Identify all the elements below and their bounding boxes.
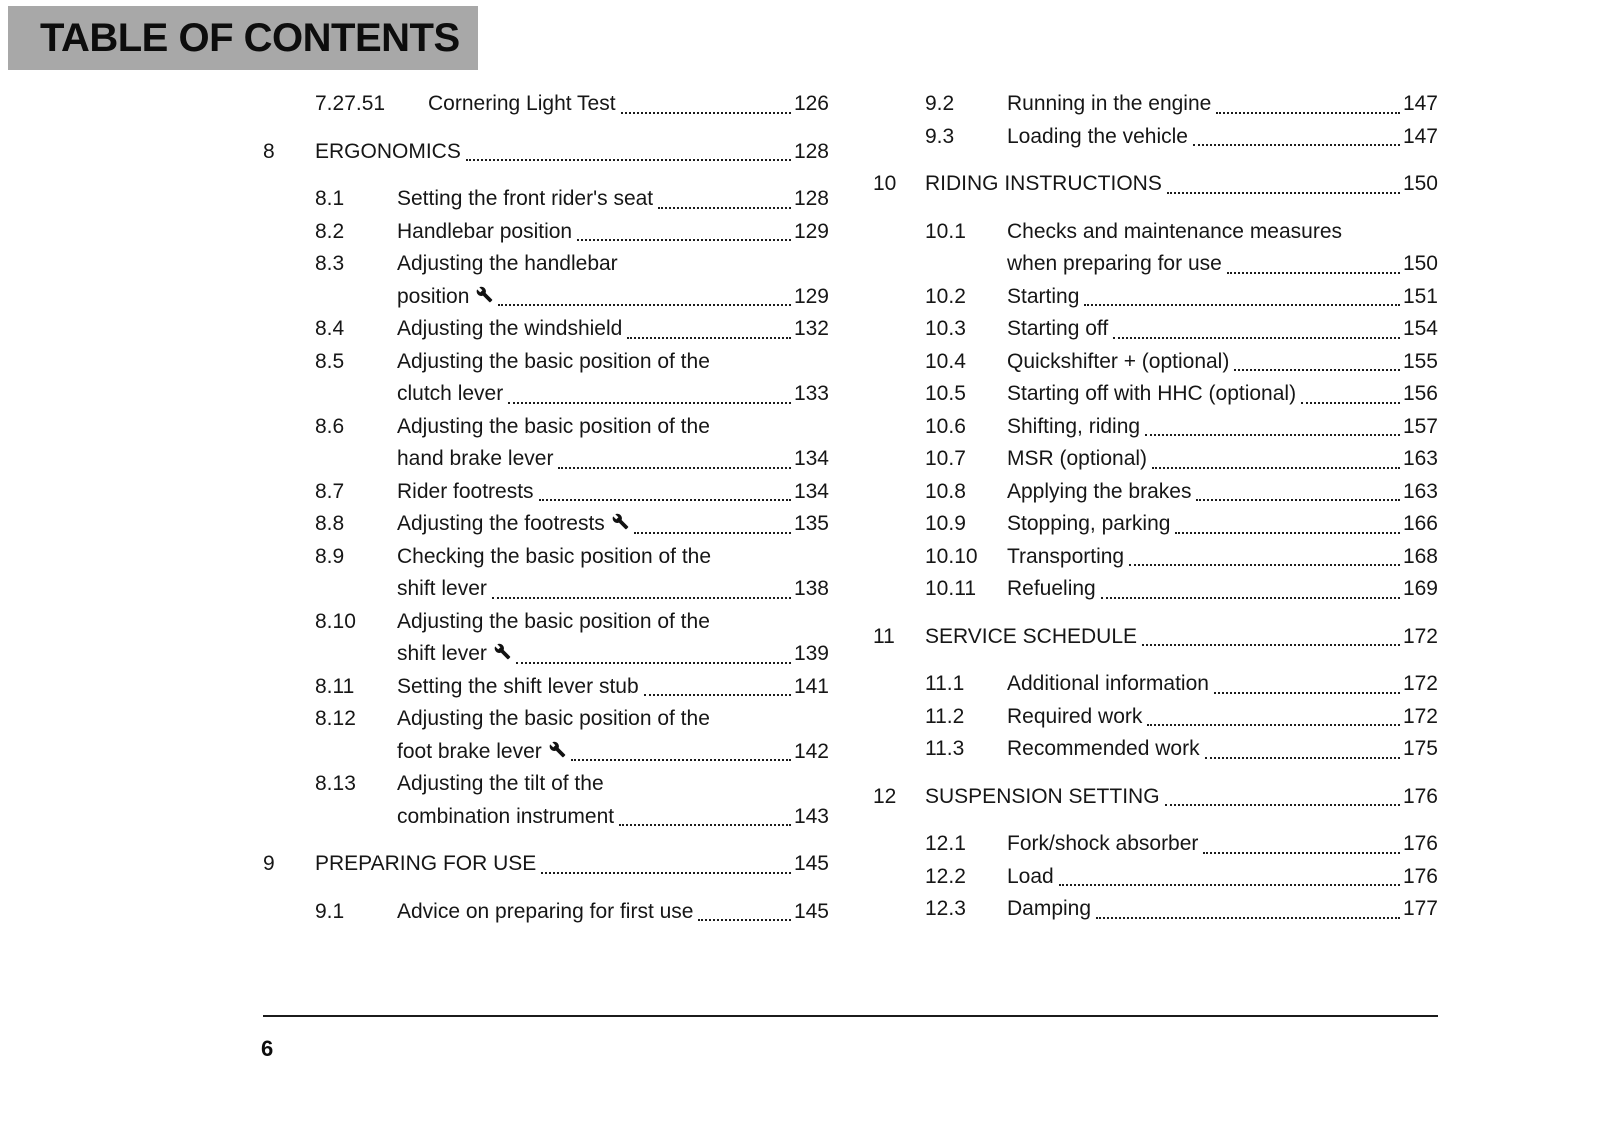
toc-sub-entry: [873, 668, 1438, 701]
toc-entry-body: [397, 768, 829, 833]
toc-entry-body: [397, 346, 829, 411]
toc-entry-body: [1007, 668, 1438, 701]
dot-leader: [619, 824, 791, 826]
toc-entry-body: [1007, 378, 1438, 411]
toc-entry-line: [397, 671, 829, 704]
toc-entry-number: 8.13: [315, 772, 356, 795]
dot-leader: [508, 402, 791, 404]
toc-entry-page: 150: [1402, 252, 1438, 275]
toc-entry-page: 141: [793, 674, 829, 698]
toc-sub-entry: [873, 443, 1438, 476]
toc-entry-title: Starting off with HHC (optional): [1007, 382, 1297, 405]
toc-entry-number: 9: [263, 852, 275, 875]
toc-chapter-entry: [873, 168, 1438, 201]
toc-chapter-entry: [873, 621, 1438, 654]
toc-sub-entry: [873, 861, 1438, 894]
dot-leader: [541, 872, 791, 874]
toc-entry-title: Shifting, riding: [1007, 414, 1141, 438]
dot-leader: [1145, 434, 1400, 436]
toc-entry-body: [397, 248, 829, 313]
toc-entry-page: 157: [1402, 414, 1438, 438]
toc-entry-number: 10.7: [925, 447, 966, 470]
toc-entry-line: [1007, 281, 1438, 314]
toc-entry-number: 10.6: [925, 414, 966, 438]
toc-entry-title: Refueling: [1007, 577, 1096, 600]
toc-entry-body: [1007, 121, 1438, 154]
toc-sub-entry: [263, 411, 829, 476]
toc-entry-page: 154: [1402, 317, 1438, 340]
toc-entry-page: 176: [1402, 864, 1438, 888]
toc-entry-body: [1007, 573, 1438, 606]
toc-sub-entry: [873, 733, 1438, 766]
toc-entry-number: 12.3: [925, 897, 966, 920]
toc-column-right: [873, 88, 1438, 926]
wrench-icon: [476, 286, 493, 303]
toc-entry-title: PREPARING FOR USE: [315, 852, 537, 875]
toc-entry-body: [397, 703, 829, 768]
dot-leader: [539, 499, 791, 501]
toc-entry-line: Checking the basic position of the: [397, 544, 712, 568]
dot-leader: [1113, 337, 1400, 339]
toc-entry-line: Adjusting the handlebar: [397, 252, 618, 275]
toc-entry-body: [397, 541, 829, 606]
toc-entry-title: Handlebar position: [397, 219, 573, 243]
toc-sub-entry: [873, 378, 1438, 411]
toc-entry-title: shift lever: [397, 642, 487, 665]
toc-entry-number: 11.2: [925, 704, 965, 728]
toc-entry-page: 163: [1402, 447, 1438, 470]
toc-entry-title: SERVICE SCHEDULE: [925, 624, 1138, 648]
toc-entry-line: [1007, 541, 1438, 574]
toc-entry-line: [925, 781, 1438, 814]
dot-leader: [466, 159, 791, 161]
toc-entry-number: 11: [873, 624, 895, 648]
toc-entry-page: 142: [793, 739, 829, 763]
toc-entry-body: [1007, 281, 1438, 314]
toc-chapter-entry: [263, 136, 829, 169]
toc-entry-title: Starting: [1007, 284, 1080, 308]
dot-leader: [1203, 852, 1400, 854]
toc-entry-title: shift lever: [397, 577, 487, 600]
toc-entry-page: 151: [1402, 284, 1438, 308]
toc-entry-body: [397, 671, 829, 704]
dot-leader: [516, 662, 791, 664]
toc-entry-number: 8: [263, 139, 275, 163]
toc-entry-page: 129: [793, 284, 829, 308]
toc-entry-title: foot brake lever: [397, 739, 542, 763]
toc-entry-body: [428, 88, 829, 121]
page-title: TABLE OF CONTENTS: [40, 15, 460, 60]
toc-sub-entry: [873, 313, 1438, 346]
toc-entry-line: [1007, 346, 1438, 379]
toc-entry-line: [1007, 733, 1438, 766]
toc-sub-entry: [263, 216, 829, 249]
toc-entry-page: 176: [1402, 832, 1438, 855]
toc-entry-page: 147: [1402, 92, 1438, 115]
toc-entry-line: Adjusting the basic position of the: [397, 707, 710, 730]
dot-leader: [1216, 112, 1400, 114]
toc-sub-entry: [263, 671, 829, 704]
toc-entry-body: [925, 168, 1438, 201]
toc-entry-line: [397, 638, 829, 671]
toc-sub-entry: [873, 893, 1438, 926]
toc-sub-entry: [873, 573, 1438, 606]
toc-sub-entry: [263, 508, 829, 541]
dot-leader: [1152, 467, 1400, 469]
toc-entry-title: RIDING INSTRUCTIONS: [925, 172, 1162, 195]
toc-entry-line: [925, 168, 1438, 201]
toc-entry-title: Recommended work: [1007, 737, 1200, 760]
toc-entry-title: Additional information: [1007, 672, 1209, 695]
toc-entry-number: 10.11: [925, 577, 976, 600]
dot-leader: [634, 532, 791, 534]
toc-entry-title: Transporting: [1007, 544, 1125, 568]
toc-entry-line: [315, 848, 829, 881]
toc-entry-line: [1007, 828, 1438, 861]
dot-leader: [1175, 532, 1400, 534]
toc-entry-title: Required work: [1007, 704, 1143, 728]
toc-entry-number: 8.12: [315, 707, 356, 730]
toc-entry-body: [397, 896, 829, 929]
toc-sub-entry: [263, 606, 829, 671]
toc-entry-page: 172: [1402, 704, 1438, 728]
toc-entry-line: [397, 476, 829, 509]
toc-entry-line: [1007, 313, 1438, 346]
toc-entry-body: [1007, 216, 1438, 281]
toc-entry-line: [397, 443, 829, 476]
page-header: [8, 6, 478, 70]
toc-entry-title: combination instrument: [397, 804, 615, 828]
dot-leader: [1214, 692, 1400, 694]
toc-entry-line: [397, 313, 829, 346]
toc-entry-title: position: [397, 284, 470, 308]
footer-divider: [263, 1015, 1438, 1017]
toc-entry-line: Adjusting the tilt of the: [397, 772, 604, 795]
toc-entry-line: [1007, 411, 1438, 444]
dot-leader: [1193, 144, 1400, 146]
toc-entry-number: 9.3: [925, 124, 955, 148]
toc-entry-title: Adjusting the windshield: [397, 317, 623, 340]
toc-entry-number: 12.1: [925, 832, 966, 855]
toc-entry-number: 10.10: [925, 544, 978, 568]
toc-entry-number: 7.27.51: [315, 92, 386, 115]
toc-sub-entry: [873, 216, 1438, 281]
toc-entry-page: 156: [1402, 382, 1438, 405]
toc-entry-page: 147: [1402, 124, 1438, 148]
dot-leader: [627, 337, 791, 339]
dot-leader: [1227, 272, 1400, 274]
toc-entry-page: 177: [1402, 897, 1438, 920]
toc-sub-entry: [263, 248, 829, 313]
toc-entry-title: hand brake lever: [397, 447, 554, 470]
toc-entry-page: 150: [1402, 172, 1438, 195]
dot-leader: [1234, 369, 1400, 371]
toc-entry-body: [397, 183, 829, 216]
toc-entry-number: 10.3: [925, 317, 966, 340]
toc-entry-body: [1007, 733, 1438, 766]
dot-leader: [658, 207, 791, 209]
dot-leader: [1196, 499, 1400, 501]
toc-entry-page: 132: [793, 317, 829, 340]
toc-entry-page: 139: [793, 642, 829, 665]
toc-entry-line: [1007, 121, 1438, 154]
toc-entry-number: 8.8: [315, 512, 345, 535]
toc-entry-line: [1007, 378, 1438, 411]
toc-entry-line: [397, 216, 829, 249]
toc-sub-entry: [263, 476, 829, 509]
toc-sub-entry: [873, 411, 1438, 444]
dot-leader: [1059, 884, 1400, 886]
toc-entry-body: [1007, 443, 1438, 476]
toc-entry-body: [1007, 88, 1438, 121]
toc-entry-line: [1007, 443, 1438, 476]
toc-entry-number: 10.5: [925, 382, 966, 405]
dot-leader: [1142, 644, 1400, 646]
toc-entry-page: 163: [1402, 479, 1438, 503]
toc-entry-number: 8.4: [315, 317, 345, 340]
toc-entry-number: 9.1: [315, 899, 345, 923]
toc-entry-title: Adjusting the footrests: [397, 512, 605, 535]
toc-entry-page: 126: [793, 92, 829, 115]
toc-entry-page: 169: [1402, 577, 1438, 600]
dot-leader: [492, 597, 791, 599]
dot-leader: [1301, 402, 1400, 404]
toc-entry-body: [397, 216, 829, 249]
toc-entry-line: Checks and maintenance measures: [1007, 219, 1343, 243]
toc-entry-body: [1007, 893, 1438, 926]
toc-entry-page: 138: [793, 577, 829, 600]
toc-entry-line: [428, 88, 829, 121]
toc-entry-number: 10.4: [925, 349, 966, 373]
toc-entry-body: [397, 508, 829, 541]
toc-entry-title: ERGONOMICS: [315, 139, 461, 163]
toc-entry-number: 10.1: [925, 219, 966, 243]
toc-sub-entry: [263, 896, 829, 929]
toc-entry-title: Loading the vehicle: [1007, 124, 1188, 148]
toc-entry-body: [1007, 541, 1438, 574]
toc-entry-number: 8.6: [315, 414, 345, 438]
toc-entry-number: 8.11: [315, 674, 355, 698]
toc-entry-title: Running in the engine: [1007, 92, 1212, 115]
toc-entry-body: [315, 136, 829, 169]
toc-entry-line: Adjusting the basic position of the: [397, 414, 710, 438]
toc-entry-page: 129: [793, 219, 829, 243]
toc-entry-page: 176: [1402, 784, 1438, 808]
toc-entry-body: [397, 606, 829, 671]
toc-entry-title: clutch lever: [397, 382, 504, 405]
toc-entry-page: 135: [793, 512, 829, 535]
wrench-icon: [494, 643, 511, 660]
toc-entry-title: Fork/shock absorber: [1007, 832, 1199, 855]
toc-entry-line: [397, 801, 829, 834]
toc-entry-number: 12: [873, 784, 897, 808]
toc-sub-entry: [263, 346, 829, 411]
toc-entry-line: [397, 378, 829, 411]
toc-entry-line: Adjusting the basic position of the: [397, 349, 710, 373]
dot-leader: [498, 304, 791, 306]
toc-sub-entry: [873, 701, 1438, 734]
dot-leader: [577, 239, 791, 241]
toc-entry-page: 133: [793, 382, 829, 405]
toc-entry-title: Rider footrests: [397, 479, 534, 503]
toc-entry-line: [397, 573, 829, 606]
toc-entry-number: 10.8: [925, 479, 966, 503]
toc-entry-page: 134: [793, 447, 829, 470]
toc-entry-number: 8.9: [315, 544, 345, 568]
toc-entry-body: [315, 848, 829, 881]
toc-entry-page: 166: [1402, 512, 1438, 535]
toc-entry-page: 155: [1402, 349, 1438, 373]
toc-entry-title: Damping: [1007, 897, 1092, 920]
toc-entry-number: 10: [873, 172, 897, 195]
toc-entry-page: 128: [793, 187, 829, 210]
toc-entry-number: 10.9: [925, 512, 966, 535]
toc-sub-entry: [873, 828, 1438, 861]
toc-entry-line: [1007, 573, 1438, 606]
toc-chapter-entry: [263, 848, 829, 881]
toc-entry-title: when preparing for use: [1007, 252, 1222, 275]
dot-leader: [1147, 724, 1400, 726]
toc-entry-body: [925, 781, 1438, 814]
toc-sub-entry: [873, 121, 1438, 154]
toc-chapter-entry: [873, 781, 1438, 814]
toc-entry-body: [1007, 476, 1438, 509]
toc-entry-body: [397, 476, 829, 509]
toc-entry-number: 8.10: [315, 609, 356, 633]
toc-sub-entry: [263, 703, 829, 768]
toc-entry-page: 172: [1402, 624, 1438, 648]
toc-entry-body: [397, 411, 829, 476]
toc-entry-line: [1007, 88, 1438, 121]
toc-entry-body: [1007, 411, 1438, 444]
toc-entry-page: 168: [1402, 544, 1438, 568]
dot-leader: [621, 112, 791, 114]
toc-entry-number: 8.2: [315, 219, 345, 243]
toc-sub-entry: [263, 541, 829, 606]
toc-entry-title: Starting off: [1007, 317, 1109, 340]
toc-entry-title: Stopping, parking: [1007, 512, 1171, 535]
toc-entry-line: Adjusting the basic position of the: [397, 609, 710, 633]
toc-entry-title: Advice on preparing for first use: [397, 899, 694, 923]
dot-leader: [1101, 597, 1400, 599]
toc-entry-body: [925, 621, 1438, 654]
toc-sub-entry: [873, 88, 1438, 121]
dot-leader: [1165, 804, 1400, 806]
dot-leader: [698, 919, 790, 921]
toc-entry-line: [397, 736, 829, 769]
toc-entry-number: 8.3: [315, 252, 345, 275]
toc-entry-title: SUSPENSION SETTING: [925, 784, 1160, 808]
footer-page-number: 6: [261, 1036, 274, 1061]
dot-leader: [558, 467, 791, 469]
dot-leader: [1084, 304, 1400, 306]
toc-entry-number: 8.7: [315, 479, 345, 503]
toc-entry-page: 143: [793, 804, 829, 828]
toc-entry-number: 12.2: [925, 864, 966, 888]
toc-entry-body: [1007, 701, 1438, 734]
dot-leader: [644, 694, 791, 696]
toc-sub-entry: [873, 476, 1438, 509]
toc-entry-number: 11.3: [925, 737, 965, 760]
toc-entry-line: [397, 281, 829, 314]
toc-sub-entry: [263, 768, 829, 833]
toc-entry-title: Cornering Light Test: [428, 92, 616, 115]
toc-entry-page: 145: [793, 852, 829, 875]
dot-leader: [1096, 917, 1400, 919]
toc-entry-line: [397, 508, 829, 541]
toc-entry-page: 175: [1402, 737, 1438, 760]
dot-leader: [571, 759, 791, 761]
dot-leader: [1167, 192, 1400, 194]
toc-entry-line: [1007, 701, 1438, 734]
toc-entry-title: MSR (optional): [1007, 447, 1148, 470]
toc-entry-page: 145: [793, 899, 829, 923]
toc-sub-entry: [873, 541, 1438, 574]
toc-sub-entry: [263, 183, 829, 216]
toc-entry-title: Applying the brakes: [1007, 479, 1192, 503]
toc-entry-line: [397, 183, 829, 216]
toc-entry-title: Quickshifter + (optional): [1007, 349, 1230, 373]
toc-entry-number: 9.2: [925, 92, 955, 115]
toc-entry-page: 128: [793, 139, 829, 163]
toc-entry-line: [1007, 248, 1438, 281]
toc-entry-line: [925, 621, 1438, 654]
toc-sub-entry: [873, 508, 1438, 541]
toc-sub-entry: [873, 281, 1438, 314]
toc-entry-body: [1007, 828, 1438, 861]
toc-entry-number: 8.1: [315, 187, 345, 210]
toc-entry-line: [397, 896, 829, 929]
toc-entry-body: [1007, 508, 1438, 541]
toc-entry-number: 10.2: [925, 284, 966, 308]
dot-leader: [1205, 757, 1400, 759]
toc-sub-entry: [263, 313, 829, 346]
toc-entry-title: Setting the front rider's seat: [397, 187, 654, 210]
toc-entry-line: [1007, 668, 1438, 701]
toc-entry-body: [1007, 346, 1438, 379]
toc-entry-number: 8.5: [315, 349, 345, 373]
wrench-icon: [612, 513, 629, 530]
toc-entry-line: [1007, 893, 1438, 926]
toc-entry-body: [397, 313, 829, 346]
toc-entry-line: [1007, 476, 1438, 509]
toc-entry-body: [1007, 861, 1438, 894]
dot-leader: [1129, 564, 1400, 566]
toc-entry-page: 134: [793, 479, 829, 503]
wrench-icon: [549, 741, 566, 758]
toc-entry-body: [1007, 313, 1438, 346]
toc-entry-title: Load: [1007, 864, 1054, 888]
toc-column-left: [263, 88, 829, 928]
toc-entry-line: [1007, 508, 1438, 541]
toc-entry-title: Setting the shift lever stub: [397, 674, 639, 698]
toc-entry-line: [315, 136, 829, 169]
toc-entry-number: 11.1: [925, 672, 965, 695]
toc-sub-entry: [873, 346, 1438, 379]
toc-entry-line: [1007, 861, 1438, 894]
toc-entry-page: 172: [1402, 672, 1438, 695]
toc-sub-entry: [263, 88, 829, 121]
